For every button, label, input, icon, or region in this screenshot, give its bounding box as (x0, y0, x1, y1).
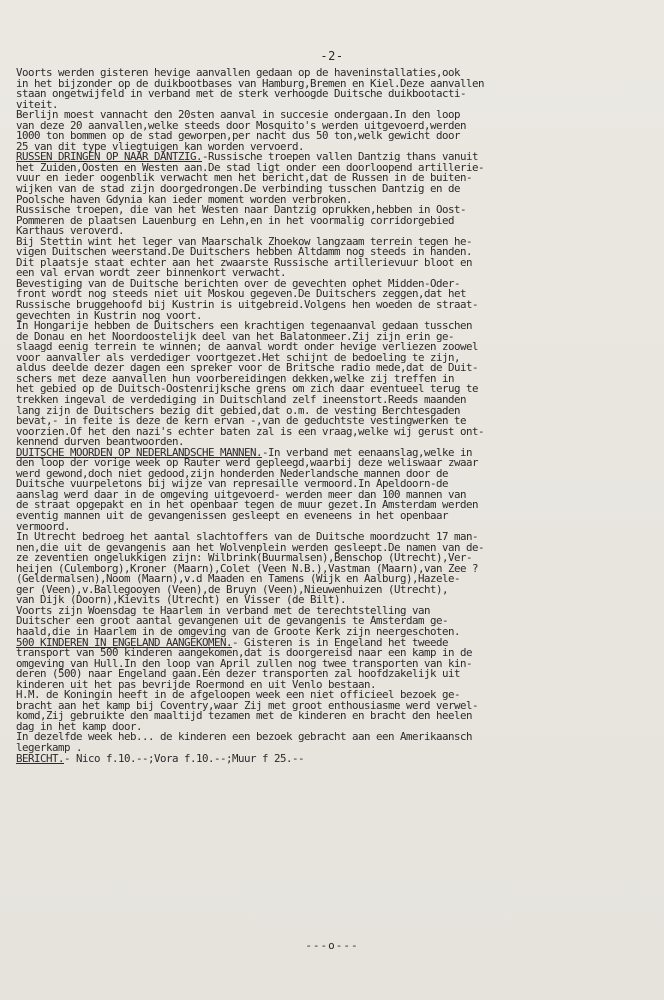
text-line (16, 722, 656, 733)
line-text: een val ervan wordt zeer binnenkort verwacht. (16, 268, 287, 279)
line-text: van deze 20 aanvallen,welke steeds door Mosquito's werden uitgevoerd,werden (16, 120, 467, 132)
text-line (16, 121, 656, 132)
line-text: viteit. (16, 99, 59, 111)
text-line (16, 173, 656, 184)
text-line (16, 289, 656, 300)
footer-mark: ---o--- (305, 939, 359, 952)
line-text: werd gewond,doch niet gedood,zijn honderden Nederlandsche mannen door de (16, 468, 449, 480)
text-line (16, 363, 656, 374)
line-text: H.M. de Koningin heeft in de afgeloopen week een niet officieel bezoek ge- (16, 690, 461, 701)
text-line (16, 553, 656, 564)
line-text: Duitsche vuurpeletons bij wijze van represaille vermoord.In Apeldoorn-de (16, 479, 449, 490)
text-line (16, 532, 656, 543)
text-line (16, 448, 656, 459)
text-line (16, 100, 656, 111)
text-line (16, 110, 656, 121)
text-line (16, 754, 656, 765)
line-text: in het bijzonder op de duikbootbases van Hamburg,Bremen en Kiel.Deze aanvallen (16, 78, 485, 90)
line-text: legerkamp . (16, 743, 83, 754)
text-line (16, 627, 656, 638)
text-line (16, 743, 656, 754)
text-line (16, 237, 656, 248)
text-line (16, 247, 656, 258)
text-line (16, 321, 656, 332)
line-text: deren (500) naar Engeland gaan.Eén dezer transporten zal hoofdzakelijk uit (16, 669, 461, 680)
line-text: heijen (Culemborg),Kroner (Maarn),Colet (Veen N.B.),Vastman (Maarn),van Zee ? (16, 563, 479, 575)
text-line (16, 342, 656, 353)
text-line (16, 416, 656, 427)
line-text: Karthaus veroverd. (16, 226, 125, 237)
text-line (16, 406, 656, 417)
line-text: Poolsche haven Gdynia kan ieder moment worden verbroken. (16, 194, 353, 206)
text-line (16, 659, 656, 670)
line-text: transport van 500 kinderen aangekomen,dat is doorgereisd naar een kamp in de (16, 648, 473, 659)
document-body (16, 68, 656, 764)
line-text: Russische bruggehoofd bij Kustrin is uitgebreid.Volgens hen woeden de straat- (16, 300, 479, 311)
line-text: het gebied op de Duitsch-Oostenrijksche grens om zich daar eventueel terug te (16, 384, 479, 395)
text-line (16, 374, 656, 385)
line-text: In Utrecht bedroeg het aantal slachtoffers van de Duitsche moordzucht 17 man- (16, 532, 479, 543)
line-text: - Gisteren is in Engeland het tweede (232, 637, 449, 649)
text-line (16, 205, 656, 216)
line-text: vermoord. (16, 521, 71, 533)
section-heading: BERICHT. (16, 753, 65, 765)
line-text: In dezelfde week heb... de kinderen een bezoek gebracht aan een Amerikaansch (16, 732, 473, 743)
text-line (16, 258, 656, 269)
text-line (16, 268, 656, 279)
text-line (16, 500, 656, 511)
line-text: wijken van de stad zijn doorgedrongen.De verbinding tusschen Dantzig en de (16, 184, 461, 195)
text-line (16, 564, 656, 575)
line-text: komd,Zij gebruikte den maaltijd tezamen met de kinderen en bracht den heelen (16, 711, 473, 722)
text-line (16, 226, 656, 237)
line-text: de straat opgepakt en in het openbaar tegen de muur gezet.In Amsterdam werden (16, 500, 479, 511)
line-text: aanslag werd daar in de omgeving uitgevoerd- werden meer dan 100 mannen van (16, 489, 467, 501)
line-text: de Donau en het Noordoostelijk deel van het Balatonmeer.Zij zijn erin ge- (16, 331, 455, 343)
text-line (16, 479, 656, 490)
text-line (16, 332, 656, 343)
line-text: (Geldermalsen),Noom (Maarn),v.d Maaden en Tamens (Wijk en Aalburg),Hazele- (16, 574, 461, 585)
line-text: Voorts zijn Woensdag te Haarlem in verband met de terechtstelling van (16, 605, 431, 617)
text-line (16, 384, 656, 395)
line-text: Voorts werden gisteren hevige aanvallen gedaan op de haveninstallaties,ook (16, 68, 461, 79)
text-line (16, 458, 656, 469)
text-line (16, 690, 656, 701)
text-line (16, 648, 656, 659)
line-text: het Zuiden,Oosten en Westen aan.De stad ligt onder een doorloopend artillerie- (16, 162, 485, 174)
line-text: eventig mannen uit de gevangenissen gesleept en eveneens in het openbaar (16, 510, 449, 522)
text-line (16, 490, 656, 501)
line-text: Dit plaatsje staat echter aan het zwaarste Russische artillerievuur bloot en (16, 257, 473, 269)
line-text: voor aanvaller als verdediger voortgezet.Het schijnt de bedoeling te zijn, (16, 352, 461, 364)
text-line (16, 606, 656, 617)
line-text: den loop der vorige week op Rauter werd gepleegd,waarbij deze weliswaar zwaar (16, 458, 479, 469)
line-text: front wordt nog steeds niet uit Moskou gegeven.De Duitschers zeggen,dat het (16, 289, 467, 301)
page-number: -2- (320, 49, 344, 63)
line-text: Bij Stettin wint het leger van Maarschalk Zhoekow langzaam terrein tegen he- (16, 236, 473, 248)
text-line (16, 522, 656, 533)
text-line (16, 427, 656, 438)
line-text: van Dijk (Doorn),Kievits (Utrecht) en Visser (de Bilt). (16, 595, 347, 606)
text-line (16, 638, 656, 649)
text-line (16, 68, 656, 79)
text-line (16, 131, 656, 142)
text-line (16, 543, 656, 554)
line-text: Russische troepen, die van het Westen naar Dantzig oprukken,hebben in Oost- (16, 205, 467, 216)
line-text: vigen Duitschen weerstand.De Duitschers hebben Altdamm nog steeds in handen. (16, 247, 473, 258)
line-text: slaagd eenig terrein te winnen; de aanval wordt onder hevige verliezen zoowel (16, 342, 479, 353)
text-line (16, 142, 656, 153)
section-heading: DUITSCHE MOORDEN OP NEDERLANDSCHE MANNEN. (16, 447, 263, 459)
text-line (16, 311, 656, 322)
line-text: bracht aan het kamp bij Coventry,waar Zij met groot enthousiasme werd verwel- (16, 700, 479, 712)
line-text: schers met deze aanvallen hun voorbereidingen dekken,welke zij treffen in (16, 373, 455, 385)
text-line (16, 216, 656, 227)
line-text: dag in het kamp door. (16, 721, 143, 733)
text-line (16, 353, 656, 364)
line-text: nen,die uit de gevangenis aan het Wolvenplein werden gesleept.De namen van de- (16, 542, 485, 554)
text-line (16, 184, 656, 195)
line-text: gevechten in Kustrin nog voort. (16, 310, 203, 322)
line-text: In Hongarije hebben de Duitschers een krachtigen tegenaanval gedaan tusschen (16, 321, 473, 332)
line-text: Duitscher een groot aantal gevangenen uit de gevangenis te Amsterdam ge- (16, 616, 449, 627)
text-line (16, 669, 656, 680)
line-text: - Nico f.10.--;Vora f.10.--;Muur f 25.-- (64, 753, 305, 765)
text-line (16, 89, 656, 100)
text-line (16, 195, 656, 206)
line-text: vuur en ieder oogenblik verwacht men het bericht,dat de Russen in de buiten- (16, 173, 473, 185)
text-line (16, 511, 656, 522)
text-line (16, 711, 656, 722)
line-text: aldus deelde dezer dagen een spreker voor de Britsche radio mede,dat de Duit- (16, 363, 479, 374)
text-line (16, 595, 656, 606)
line-text: haald,die in Haarlem in de omgeving van de Groote Kerk zijn neergeschoten. (16, 626, 461, 638)
line-text: staan ongetwijfeld in verband met de sterk verhoogde Duitsche duikbootacti- (16, 89, 467, 100)
text-line (16, 437, 656, 448)
text-line (16, 163, 656, 174)
line-text: lang zijn de Duitschers bezig dit gebied,dat o.m. de vesting Berchtesgaden (16, 405, 461, 417)
text-line (16, 395, 656, 406)
line-text: Berlijn moest vannacht den 20sten aanval in succesie ondergaan.In den loop (16, 110, 461, 121)
section-heading: RUSSEN DRINGEN OP NAAR DANTZIG. (16, 152, 203, 163)
text-line (16, 469, 656, 480)
line-text: kennend durven beantwoorden. (16, 437, 185, 448)
text-line (16, 152, 656, 163)
line-text: Bevestiging van de Duitsche berichten over de gevechten ophet Midden-Oder- (16, 278, 461, 290)
line-text: bevat,- in feite is deze de kern ervan -,van de geduchtste vestingwerken te (16, 416, 467, 427)
text-line (16, 279, 656, 290)
line-text: trekken ingeval de verdediging in Duitschland zelf ineenstort.Reeds maanden (16, 394, 467, 406)
text-line (16, 300, 656, 311)
text-line (16, 616, 656, 627)
text-line (16, 574, 656, 585)
text-line (16, 79, 656, 90)
line-text: -Russische troepen vallen Dantzig thans vanuit (202, 152, 479, 163)
text-line (16, 732, 656, 743)
line-text: 25 van dit type vliegtuigen kan worden vervoerd. (16, 141, 305, 153)
line-text: ger (Veen),v.Ballegooyen (Veen),de Bruyn (Veen),Nieuwenhuizen (Utrecht), (16, 584, 449, 596)
line-text: ze zeventien ongelukkigen zijn: Wilbrink(Buurmalsen),Benschop (Utrecht),Ver- (16, 553, 473, 564)
section-heading: 500 KINDEREN IN ENGELAND AANGEKOMEN. (16, 637, 233, 649)
text-line (16, 680, 656, 691)
line-text: -In verband met eenaanslag,welke in (262, 447, 473, 459)
line-text: voorzien.Of het den nazi's echter baten zal is een vraag,welke wij gerust ont- (16, 426, 485, 438)
line-text: omgeving van Hull.In den loop van April zullen nog twee transporten van kin- (16, 658, 473, 670)
line-text: Pommeren de plaatsen Lauenburg en Lehn,en in het voormalig corridorgebied (16, 215, 455, 227)
line-text: kinderen uit het pas bevrijde Roermond en uit Venlo bestaan. (16, 679, 377, 691)
line-text: 1000 ton bommen op de stad geworpen,per nacht dus 50 ton,welk gewicht door (16, 131, 461, 142)
text-line (16, 701, 656, 712)
text-line (16, 585, 656, 596)
